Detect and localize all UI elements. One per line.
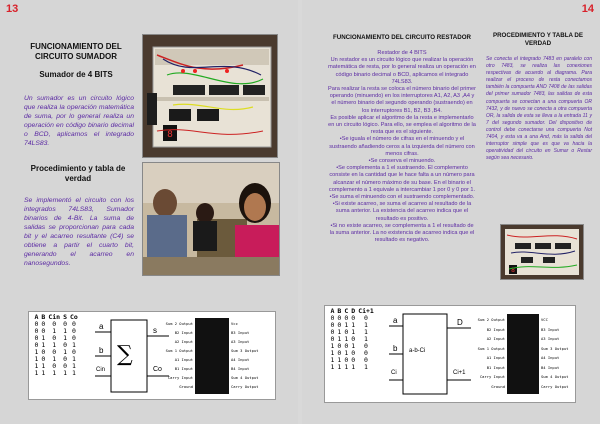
adder-tt-cell: 0 [41, 327, 46, 335]
subtractor-block-diagram [387, 306, 477, 402]
adder-tt-cell: 1 [71, 362, 76, 370]
adder-tt-cell: 1 [71, 369, 76, 377]
subtractor-tt-cell: 0 [351, 314, 356, 322]
tt2-header-b: B [337, 307, 342, 315]
adder-input-cin-label: Cin [96, 367, 106, 373]
adder-tt-cell: 0 [41, 348, 46, 356]
right-page [302, 0, 600, 424]
subtractor-chip-pin-left: A2 Input [486, 336, 505, 341]
subtractor-chip-pin-right: A4 Input [541, 355, 560, 360]
subtractor-chip-pin-right: VCC [541, 317, 548, 322]
adder-tt-cell: 0 [71, 334, 76, 342]
subtractor-tt-cell: 0 [344, 328, 349, 336]
subtractor-output-ci1-label: Ci+1 [453, 370, 466, 376]
adder-chip-pin-left: B1 Input [174, 366, 193, 371]
left-title: FUNCIONAMIENTO DEL CIRCUITO SUMADOR [30, 42, 122, 61]
adder-input-a-label: a [99, 322, 104, 331]
adder-tt-cell: 0 [63, 362, 68, 370]
subtractor-input-ci-label: Ci [391, 370, 397, 376]
subtractor-tt-cell: 0 [337, 314, 342, 322]
subtractor-chip-pin-right: B3 Input [541, 326, 560, 332]
subtractor-tt-cell: 1 [351, 321, 356, 329]
subtractor-tt-cell: 1 [337, 328, 342, 336]
adder-tt-cell: 1 [34, 348, 39, 356]
right-title: FUNCIONAMIENTO DEL CIRCUITO RESTADOR [332, 34, 472, 41]
right-body [328, 50, 476, 244]
sigma-symbol: ∑ [117, 342, 133, 367]
adder-tt-cell: 1 [52, 355, 57, 363]
adder-tt-cell: 0 [63, 355, 68, 363]
subtractor-tt-cell: 0 [330, 321, 335, 329]
adder-tt-cell: 1 [41, 362, 46, 370]
adder-tt-cell: 1 [63, 348, 68, 356]
adder-chip-pin-right: Carry Output [231, 384, 259, 389]
subtractor-input-b-label: b [393, 344, 398, 353]
adder-chip-pin-right: Sum 4 Output [231, 375, 259, 380]
left-page [0, 0, 298, 424]
subtractor-tt-cell: 1 [330, 356, 335, 364]
adder-tt-cell: 1 [63, 369, 68, 377]
left-intro-paragraph: Un sumador es un circuito lógico que realiza la operación matemática de suma, por lo general realiza un operación en código binario decimal o BCD, aplicamos el integrado 74LS83. [24, 95, 134, 147]
adder-tt-cell: 1 [41, 369, 46, 377]
adder-tt-cell: 0 [41, 320, 46, 328]
subtractor-chip-pin-left: A1 Input [486, 355, 505, 360]
subtractor-tt-cell: 1 [330, 349, 335, 357]
tt2-header-c: C [344, 307, 349, 315]
svg-text:8: 8 [511, 267, 515, 274]
adder-diagram [28, 311, 276, 400]
svg-text:8: 8 [167, 130, 173, 140]
tt-header-b: B [41, 313, 46, 321]
adder-chip [195, 318, 229, 394]
tt2-header-a: A [330, 307, 335, 315]
adder-tt-cell: 1 [41, 341, 46, 349]
subtractor-tt-cell: 0 [364, 356, 368, 364]
subtractor-tt-cell: 0 [344, 356, 349, 364]
adder-tt-cell: 0 [34, 334, 39, 342]
adder-tt-cell: 0 [52, 334, 57, 342]
adder-tt-cell: 0 [71, 320, 76, 328]
subtractor-diagram [324, 305, 576, 403]
adder-chip-pin-left: B2 Input [174, 330, 193, 335]
subtractor-tt-cell: 1 [330, 342, 335, 350]
right-body-paragraph: •Si no existe acarreo, se complementa a 1 el resultado de la suma anterior. La no existencia de acarreo indica que el resultado es negativo. [329, 222, 475, 244]
subtractor-chip-pin-right: Sum 4 Output [541, 374, 569, 379]
adder-chip-pin-right: B4 Input [231, 366, 250, 371]
subtractor-tt-cell: 0 [337, 349, 342, 357]
right-body-paragraph: Para realizar la resta se coloca el número binario del primer operando (minuendo) en los interruptores A1, A2, A3 ,A4 y el número binario del segundo operando (sustraendo) en los interruptores B1, B2, B3 ,B4. [328, 86, 476, 114]
subtractor-tt-cell: 1 [364, 328, 368, 336]
subtractor-tt-cell: 1 [351, 363, 356, 371]
adder-tt-cell: 0 [63, 341, 68, 349]
tt-header-cin: Cin [48, 313, 61, 321]
tt-header-a: A [34, 313, 39, 321]
adder-chip-pin-left: Sum 1 Output [165, 348, 193, 353]
adder-chip-pin-left: Ground [179, 384, 193, 389]
adder-chip-pin-right: Vcc [231, 321, 238, 326]
right-side-paragraph: Se conecta el integrado 7483 en paralelo con otro 7483, se realiza las conexiones respectivas de acuerdo al diagrama. Para realizar el proceso de resta conectamos también la compuerta AND 7408 de las salidas del primer sumador 7483, las salidas de esta compuerta se conectan a una compuerta OR 7432, y de nuevo se conecta a otra compuerta OR, la salida de esta se lleva a la entrada 11 y 7 del segundo sumador. Del dispositivo de control debe conectarse una compuerta Not 7404, y esta va a una And, más la salida del interruptor simple que es que va hacia la operatividad del circuito en Sumar o Restar según sea necesario. [486, 56, 592, 162]
subtractor-tt-cell: 0 [337, 321, 342, 329]
adder-chip-pin-right: A4 Input [231, 357, 250, 362]
adder-tt-cell: 1 [52, 341, 57, 349]
subtractor-chip-pin-right: A3 Input [541, 336, 560, 341]
subtractor-chip-pin-left: Ground [491, 383, 505, 389]
right-side-title: PROCEDIMIENTO Y TABLA DE VERDAD [492, 32, 584, 47]
subtractor-tt-cell: 1 [364, 363, 368, 371]
subtractor-tt-cell: 1 [330, 363, 335, 371]
subtractor-symbol: a-b-Ci [409, 348, 426, 354]
adder-input-b-label: b [99, 346, 104, 355]
subtractor-chip-pin-right: Carry Output [541, 383, 569, 389]
adder-tt-cell: 1 [52, 327, 57, 335]
breadboard-photo [142, 34, 278, 158]
subtractor-truth-table [329, 308, 375, 371]
subtractor-breadboard-photo [500, 224, 584, 280]
subtractor-breadboard-image [501, 225, 583, 279]
breadboard-image [143, 35, 277, 157]
subtractor-tt-cell: 1 [344, 349, 349, 357]
subtractor-tt-cell: 1 [344, 321, 349, 329]
adder-tt-cell: 1 [41, 334, 46, 342]
subtractor-input-a-label: a [393, 316, 398, 325]
adder-tt-cell: 1 [34, 355, 39, 363]
subtractor-tt-cell: 0 [330, 335, 335, 343]
page-number-right: 14 [581, 3, 594, 15]
subtractor-tt-cell: 0 [337, 342, 342, 350]
adder-tt-cell: 0 [52, 362, 57, 370]
subtractor-tt-cell: 1 [344, 335, 349, 343]
subtractor-tt-cell: 0 [330, 328, 335, 336]
adder-tt-cell: 1 [63, 334, 68, 342]
adder-tt-cell: 0 [34, 320, 39, 328]
subtractor-tt-cell: 1 [337, 335, 342, 343]
subtractor-chip-pin-left: Carry Input [479, 374, 505, 379]
subtractor-tt-cell: 0 [344, 342, 349, 350]
subtractor-tt-cell: 1 [351, 328, 356, 336]
right-body-paragraph: Un restador es un circuito lógico que realizar la operación matemática de resta, por lo general realiza un operación en código binario decimal o BCD, aplicamos el integrado 74LS83. [328, 57, 476, 85]
tt-header-co: Co [70, 313, 78, 321]
subtractor-tt-cell: 1 [351, 342, 356, 350]
left-procedure-paragraph: Se implementó el circuito con los integrados 74LS83, Sumador binarios de 4-Bit. La suma de salidas se proporcionan para cada bit y el acarreo resultante (C4) se obtiene a partir el cuarto bit, generando el acarreo en nanosegundos. [24, 197, 134, 267]
subtractor-tt-cell: 0 [330, 314, 335, 322]
adder-tt-cell: 0 [34, 341, 39, 349]
right-body-paragraph: •Si existe acarreo, se suma el acarreo al resultado de la suma anterior. La existencia del acarreo indica que el resultado es positivo. [332, 201, 472, 222]
subtractor-tt-cell: 1 [364, 321, 368, 329]
adder-tt-cell: 0 [71, 348, 76, 356]
right-subtitle: Restador de 4 BITS [377, 50, 427, 56]
adder-tt-cell: 1 [71, 341, 76, 349]
subtractor-chip-pin-right: B4 Input [541, 364, 560, 370]
adder-tt-cell: 0 [63, 320, 68, 328]
subtractor-chip-pin-left: Sum 2 Output [477, 317, 505, 322]
adder-chip-pin-left: A2 Input [174, 339, 193, 344]
adder-output-co-label: Co [153, 366, 162, 373]
adder-tt-row [33, 370, 79, 377]
right-body-paragraph: •Se suma el minuendo con el sustraendo complementado. [329, 194, 475, 201]
subtractor-tt-cell: 1 [364, 335, 368, 343]
subtractor-chip-pin-right: Sum 3 Output [541, 345, 569, 351]
subtractor-tt-cell: 0 [364, 314, 368, 322]
adder-chip-pin-right: Sum 3 Output [231, 348, 259, 353]
subtractor-tt-cell: 1 [337, 356, 342, 364]
adder-chip-pin-left: Sum 2 Output [165, 321, 193, 326]
adder-tt-cell: 0 [71, 327, 76, 335]
subtractor-tt-cell: 1 [337, 363, 342, 371]
adder-chip-pin-right: A3 Input [231, 339, 250, 344]
subtractor-output-d-label: D [457, 318, 463, 327]
adder-block-diagram [91, 312, 175, 399]
subtractor-tt-cell: 0 [364, 349, 368, 357]
adder-tt-cell: 0 [52, 320, 57, 328]
subtractor-tt-cell: 0 [364, 342, 368, 350]
adder-chip-pin-left: A1 Input [174, 357, 193, 362]
subtractor-tt-cell: 0 [351, 335, 356, 343]
tt2-header-ci1: Ci+1 [358, 307, 374, 315]
adder-tt-cell: 1 [52, 369, 57, 377]
adder-tt-cell: 0 [34, 327, 39, 335]
adder-chip-pin-right: B3 Input [231, 330, 250, 335]
tt-header-s: S [63, 313, 68, 321]
adder-chip-pin-left: Carry Input [167, 375, 193, 380]
adder-tt-cell: 1 [34, 369, 39, 377]
adder-tt-cell: 1 [34, 362, 39, 370]
subtractor-chip-pin-left: Sum 1 Output [477, 345, 505, 351]
adder-tt-cell: 0 [41, 355, 46, 363]
subtractor-chip-pin-left: B1 Input [486, 364, 505, 370]
right-body-paragraph: •Se iguala el número de cifras en el minuendo y el sustraendo añadiendo ceros a la izquierda del número con menos cifras. [329, 136, 475, 157]
adder-tt-cell: 1 [63, 327, 68, 335]
subtractor-chip [507, 314, 539, 394]
page-number-left: 13 [6, 3, 19, 15]
students-photo [142, 162, 280, 276]
adder-output-s-label: s [153, 326, 157, 335]
left-subtitle: Sumador de 4 BITS [39, 70, 113, 79]
subtractor-tt-cell: 1 [344, 363, 349, 371]
subtractor-tt-cell: 0 [351, 356, 356, 364]
subtractor-chip-pin-left: B2 Input [486, 326, 505, 332]
tt2-header-d: D [351, 307, 356, 315]
right-body-paragraph: •Se complementa a 1 el sustraendo. El complemento consiste en la cantidad que le hace falta a un número para alcanzar el número máximo de su base. En el binario el complemento a 1 equivale a intercambiar 1 por 0 y 0 por 1. [328, 165, 476, 193]
subtractor-tt-row [329, 364, 375, 371]
right-body-paragraph: •Se conserva el minuendo. [368, 158, 436, 165]
subtractor-tt-cell: 0 [344, 314, 349, 322]
students-image [143, 163, 279, 275]
adder-tt-cell: 1 [71, 355, 76, 363]
subtractor-tt-cell: 0 [351, 349, 356, 357]
right-body-paragraph: Es posible aplicar el algoritmo de la resta e implementarlo en un circuito lógico. Para ello, se emplea el algoritmo de la resta que es el siguiente. [328, 114, 476, 136]
adder-tt-cell: 0 [52, 348, 57, 356]
adder-truth-table [33, 314, 79, 377]
left-procedure-title: Procedimiento y tabla de verdad [30, 164, 126, 183]
